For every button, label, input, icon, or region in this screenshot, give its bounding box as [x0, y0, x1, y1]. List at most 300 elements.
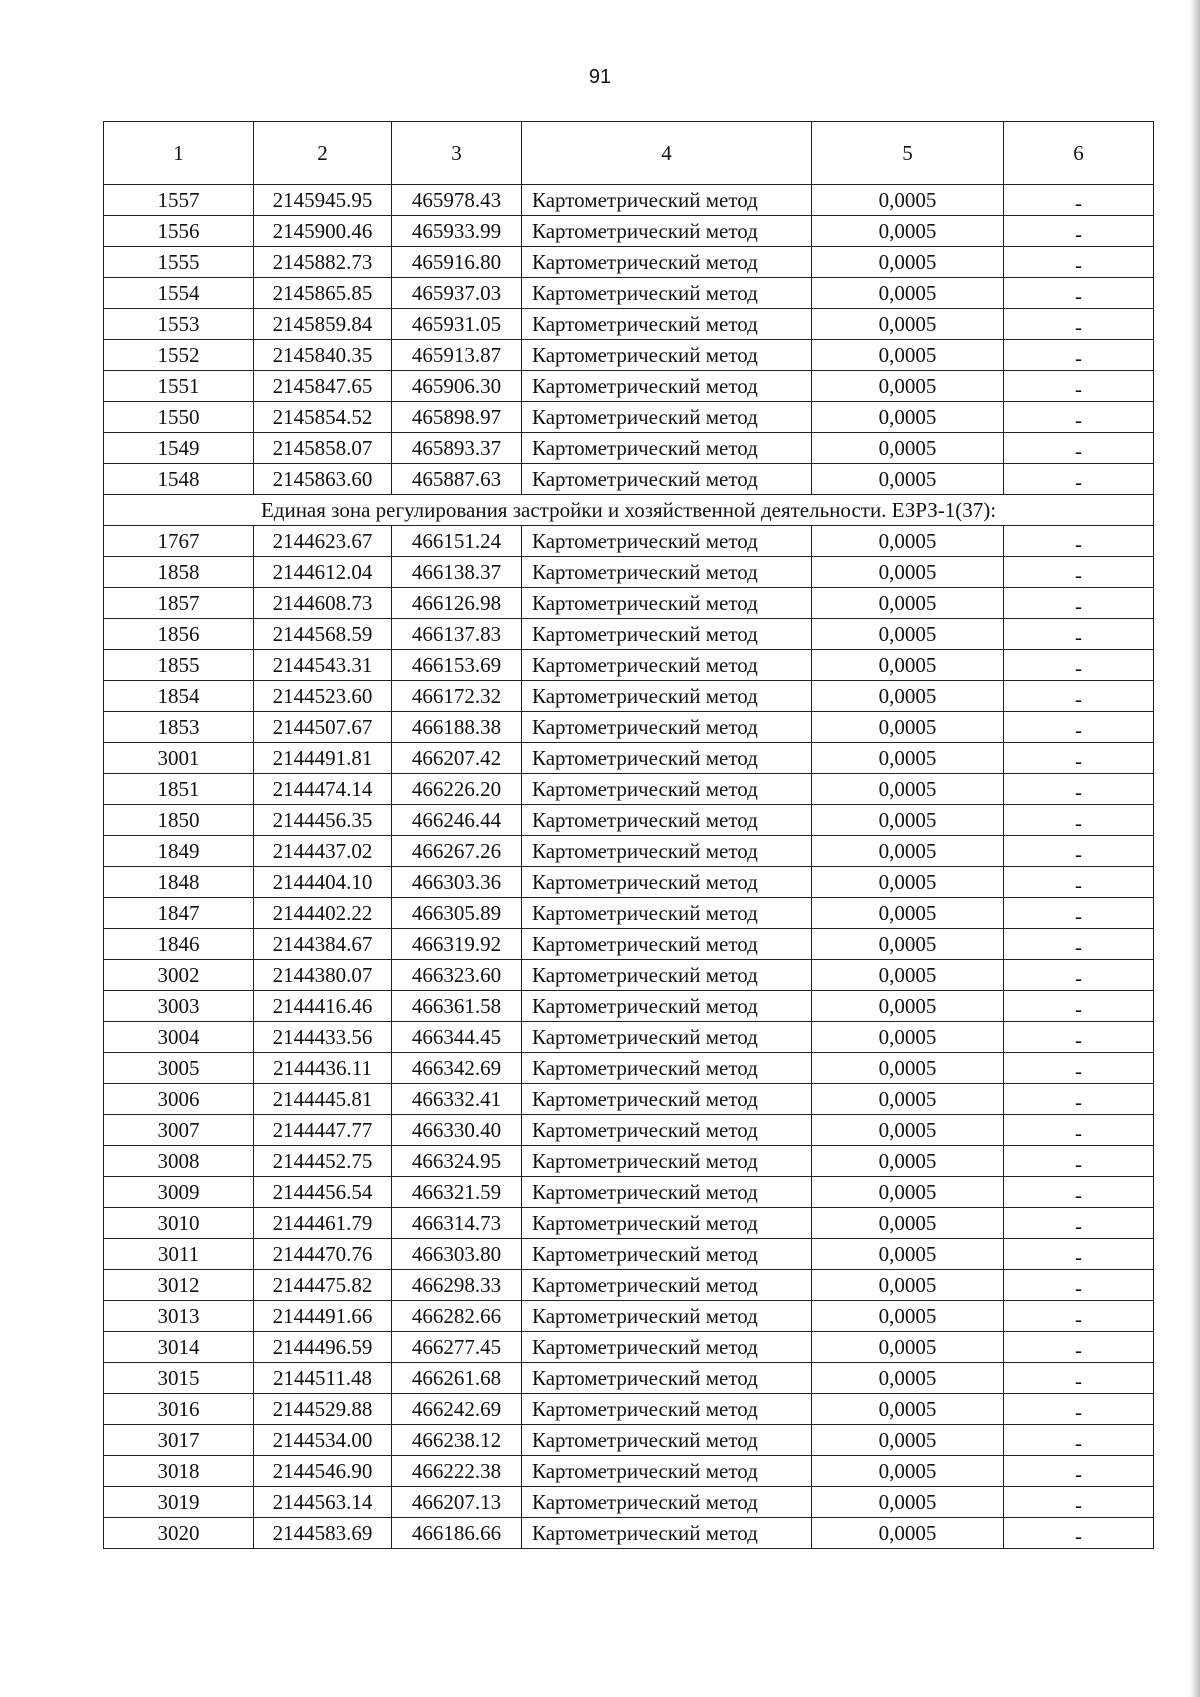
method-cell: Картометрический метод	[522, 1363, 812, 1394]
y-coordinate-cell: 466321.59	[392, 1177, 522, 1208]
accuracy-cell: 0,0005	[812, 433, 1004, 464]
column-header: 2	[254, 122, 392, 185]
x-coordinate-cell: 2145865.85	[254, 278, 392, 309]
y-coordinate-cell: 466261.68	[392, 1363, 522, 1394]
point-number-cell: 1550	[104, 402, 254, 433]
point-number-cell: 1551	[104, 371, 254, 402]
accuracy-cell: 0,0005	[812, 526, 1004, 557]
point-number-cell: 1557	[104, 185, 254, 216]
accuracy-cell: 0,0005	[812, 619, 1004, 650]
note-cell: -	[1004, 681, 1154, 712]
point-number-cell: 1849	[104, 836, 254, 867]
table-row	[104, 1456, 1154, 1487]
accuracy-cell: 0,0005	[812, 371, 1004, 402]
note-cell: -	[1004, 619, 1154, 650]
table-row	[104, 557, 1154, 588]
table-row	[104, 1208, 1154, 1239]
table-row	[104, 1239, 1154, 1270]
note-cell: -	[1004, 557, 1154, 588]
table-row	[104, 1022, 1154, 1053]
point-number-cell: 3003	[104, 991, 254, 1022]
y-coordinate-cell: 466246.44	[392, 805, 522, 836]
accuracy-cell: 0,0005	[812, 1332, 1004, 1363]
point-number-cell: 1767	[104, 526, 254, 557]
column-header: 1	[104, 122, 254, 185]
note-cell: -	[1004, 867, 1154, 898]
method-cell: Картометрический метод	[522, 1425, 812, 1456]
y-coordinate-cell: 465916.80	[392, 247, 522, 278]
note-cell: -	[1004, 278, 1154, 309]
accuracy-cell: 0,0005	[812, 1177, 1004, 1208]
accuracy-cell: 0,0005	[812, 774, 1004, 805]
point-number-cell: 3015	[104, 1363, 254, 1394]
point-number-cell: 1858	[104, 557, 254, 588]
table-row	[104, 340, 1154, 371]
method-cell: Картометрический метод	[522, 1239, 812, 1270]
point-number-cell: 3019	[104, 1487, 254, 1518]
accuracy-cell: 0,0005	[812, 402, 1004, 433]
point-number-cell: 1855	[104, 650, 254, 681]
y-coordinate-cell: 466342.69	[392, 1053, 522, 1084]
y-coordinate-cell: 466238.12	[392, 1425, 522, 1456]
y-coordinate-cell: 466314.73	[392, 1208, 522, 1239]
x-coordinate-cell: 2144404.10	[254, 867, 392, 898]
x-coordinate-cell: 2144491.81	[254, 743, 392, 774]
method-cell: Картометрический метод	[522, 1301, 812, 1332]
x-coordinate-cell: 2145859.84	[254, 309, 392, 340]
table-row	[104, 1146, 1154, 1177]
note-cell: -	[1004, 433, 1154, 464]
accuracy-cell: 0,0005	[812, 1456, 1004, 1487]
table-row	[104, 1425, 1154, 1456]
point-number-cell: 1846	[104, 929, 254, 960]
method-cell: Картометрический метод	[522, 898, 812, 929]
point-number-cell: 1853	[104, 712, 254, 743]
note-cell: -	[1004, 1394, 1154, 1425]
x-coordinate-cell: 2144523.60	[254, 681, 392, 712]
note-cell: -	[1004, 1456, 1154, 1487]
accuracy-cell: 0,0005	[812, 1425, 1004, 1456]
point-number-cell: 1554	[104, 278, 254, 309]
note-cell: -	[1004, 929, 1154, 960]
table-row	[104, 1115, 1154, 1146]
x-coordinate-cell: 2144447.77	[254, 1115, 392, 1146]
method-cell: Картометрический метод	[522, 836, 812, 867]
method-cell: Картометрический метод	[522, 309, 812, 340]
accuracy-cell: 0,0005	[812, 650, 1004, 681]
table-row	[104, 526, 1154, 557]
note-cell: -	[1004, 1053, 1154, 1084]
accuracy-cell: 0,0005	[812, 1115, 1004, 1146]
point-number-cell: 3020	[104, 1518, 254, 1549]
accuracy-cell: 0,0005	[812, 991, 1004, 1022]
point-number-cell: 1857	[104, 588, 254, 619]
y-coordinate-cell: 466332.41	[392, 1084, 522, 1115]
x-coordinate-cell: 2145847.65	[254, 371, 392, 402]
point-number-cell: 3007	[104, 1115, 254, 1146]
point-number-cell: 3011	[104, 1239, 254, 1270]
column-header: 5	[812, 122, 1004, 185]
accuracy-cell: 0,0005	[812, 185, 1004, 216]
point-number-cell: 3009	[104, 1177, 254, 1208]
table-row	[104, 278, 1154, 309]
x-coordinate-cell: 2144529.88	[254, 1394, 392, 1425]
x-coordinate-cell: 2144416.46	[254, 991, 392, 1022]
note-cell: -	[1004, 1301, 1154, 1332]
note-cell: -	[1004, 185, 1154, 216]
note-cell: -	[1004, 960, 1154, 991]
x-coordinate-cell: 2144612.04	[254, 557, 392, 588]
accuracy-cell: 0,0005	[812, 464, 1004, 495]
x-coordinate-cell: 2144563.14	[254, 1487, 392, 1518]
y-coordinate-cell: 466188.38	[392, 712, 522, 743]
method-cell: Картометрический метод	[522, 1332, 812, 1363]
y-coordinate-cell: 466267.26	[392, 836, 522, 867]
accuracy-cell: 0,0005	[812, 1146, 1004, 1177]
note-cell: -	[1004, 1177, 1154, 1208]
x-coordinate-cell: 2144583.69	[254, 1518, 392, 1549]
x-coordinate-cell: 2144568.59	[254, 619, 392, 650]
note-cell: -	[1004, 836, 1154, 867]
y-coordinate-cell: 466305.89	[392, 898, 522, 929]
note-cell: -	[1004, 247, 1154, 278]
point-number-cell: 3014	[104, 1332, 254, 1363]
accuracy-cell: 0,0005	[812, 1301, 1004, 1332]
accuracy-cell: 0,0005	[812, 1084, 1004, 1115]
note-cell: -	[1004, 805, 1154, 836]
method-cell: Картометрический метод	[522, 619, 812, 650]
table-row	[104, 185, 1154, 216]
accuracy-cell: 0,0005	[812, 867, 1004, 898]
method-cell: Картометрический метод	[522, 464, 812, 495]
table-row	[104, 1177, 1154, 1208]
point-number-cell: 3002	[104, 960, 254, 991]
y-coordinate-cell: 466137.83	[392, 619, 522, 650]
note-cell: -	[1004, 1022, 1154, 1053]
table-row	[104, 1053, 1154, 1084]
y-coordinate-cell: 466361.58	[392, 991, 522, 1022]
y-coordinate-cell: 466186.66	[392, 1518, 522, 1549]
accuracy-cell: 0,0005	[812, 1022, 1004, 1053]
method-cell: Картометрический метод	[522, 402, 812, 433]
point-number-cell: 3016	[104, 1394, 254, 1425]
table-row	[104, 1084, 1154, 1115]
method-cell: Картометрический метод	[522, 774, 812, 805]
section-title: Единая зона регулирования застройки и хозяйственной деятельности. ЕЗРЗ-1(37):	[104, 495, 1154, 526]
column-header: 3	[392, 122, 522, 185]
method-cell: Картометрический метод	[522, 185, 812, 216]
column-header: 4	[522, 122, 812, 185]
y-coordinate-cell: 466344.45	[392, 1022, 522, 1053]
x-coordinate-cell: 2144456.35	[254, 805, 392, 836]
y-coordinate-cell: 465893.37	[392, 433, 522, 464]
point-number-cell: 1555	[104, 247, 254, 278]
note-cell: -	[1004, 774, 1154, 805]
y-coordinate-cell: 466323.60	[392, 960, 522, 991]
accuracy-cell: 0,0005	[812, 712, 1004, 743]
table-row	[104, 402, 1154, 433]
method-cell: Картометрический метод	[522, 588, 812, 619]
x-coordinate-cell: 2145858.07	[254, 433, 392, 464]
note-cell: -	[1004, 743, 1154, 774]
method-cell: Картометрический метод	[522, 743, 812, 774]
point-number-cell: 3005	[104, 1053, 254, 1084]
y-coordinate-cell: 466330.40	[392, 1115, 522, 1146]
note-cell: -	[1004, 340, 1154, 371]
note-cell: -	[1004, 1332, 1154, 1363]
method-cell: Картометрический метод	[522, 1022, 812, 1053]
table-row	[104, 1518, 1154, 1549]
table-row	[104, 774, 1154, 805]
accuracy-cell: 0,0005	[812, 1208, 1004, 1239]
y-coordinate-cell: 466242.69	[392, 1394, 522, 1425]
accuracy-cell: 0,0005	[812, 1270, 1004, 1301]
table-body	[104, 122, 1154, 1549]
accuracy-cell: 0,0005	[812, 1363, 1004, 1394]
column-header: 6	[1004, 122, 1154, 185]
method-cell: Картометрический метод	[522, 371, 812, 402]
table-row	[104, 1332, 1154, 1363]
accuracy-cell: 0,0005	[812, 681, 1004, 712]
accuracy-cell: 0,0005	[812, 929, 1004, 960]
x-coordinate-cell: 2144475.82	[254, 1270, 392, 1301]
y-coordinate-cell: 465887.63	[392, 464, 522, 495]
x-coordinate-cell: 2144436.11	[254, 1053, 392, 1084]
table-row	[104, 991, 1154, 1022]
accuracy-cell: 0,0005	[812, 340, 1004, 371]
accuracy-cell: 0,0005	[812, 216, 1004, 247]
point-number-cell: 1850	[104, 805, 254, 836]
table-row	[104, 1394, 1154, 1425]
x-coordinate-cell: 2144623.67	[254, 526, 392, 557]
point-number-cell: 1851	[104, 774, 254, 805]
method-cell: Картометрический метод	[522, 1084, 812, 1115]
note-cell: -	[1004, 464, 1154, 495]
method-cell: Картометрический метод	[522, 1053, 812, 1084]
x-coordinate-cell: 2144456.54	[254, 1177, 392, 1208]
table-row	[104, 619, 1154, 650]
header-row	[104, 122, 1154, 185]
accuracy-cell: 0,0005	[812, 743, 1004, 774]
x-coordinate-cell: 2144433.56	[254, 1022, 392, 1053]
note-cell: -	[1004, 1115, 1154, 1146]
point-number-cell: 3017	[104, 1425, 254, 1456]
note-cell: -	[1004, 309, 1154, 340]
y-coordinate-cell: 465906.30	[392, 371, 522, 402]
method-cell: Картометрический метод	[522, 650, 812, 681]
accuracy-cell: 0,0005	[812, 898, 1004, 929]
x-coordinate-cell: 2144380.07	[254, 960, 392, 991]
note-cell: -	[1004, 650, 1154, 681]
note-cell: -	[1004, 712, 1154, 743]
accuracy-cell: 0,0005	[812, 247, 1004, 278]
y-coordinate-cell: 465931.05	[392, 309, 522, 340]
x-coordinate-cell: 2145900.46	[254, 216, 392, 247]
coordinates-table	[103, 121, 1154, 1549]
x-coordinate-cell: 2144384.67	[254, 929, 392, 960]
y-coordinate-cell: 466207.42	[392, 743, 522, 774]
accuracy-cell: 0,0005	[812, 588, 1004, 619]
point-number-cell: 1847	[104, 898, 254, 929]
note-cell: -	[1004, 1270, 1154, 1301]
x-coordinate-cell: 2145882.73	[254, 247, 392, 278]
point-number-cell: 1548	[104, 464, 254, 495]
y-coordinate-cell: 466222.38	[392, 1456, 522, 1487]
x-coordinate-cell: 2144445.81	[254, 1084, 392, 1115]
table-row	[104, 743, 1154, 774]
note-cell: -	[1004, 371, 1154, 402]
method-cell: Картометрический метод	[522, 1456, 812, 1487]
table-row	[104, 247, 1154, 278]
y-coordinate-cell: 466303.80	[392, 1239, 522, 1270]
method-cell: Картометрический метод	[522, 867, 812, 898]
note-cell: -	[1004, 1363, 1154, 1394]
method-cell: Картометрический метод	[522, 526, 812, 557]
point-number-cell: 1553	[104, 309, 254, 340]
method-cell: Картометрический метод	[522, 278, 812, 309]
table-row	[104, 712, 1154, 743]
point-number-cell: 1552	[104, 340, 254, 371]
note-cell: -	[1004, 1239, 1154, 1270]
method-cell: Картометрический метод	[522, 1270, 812, 1301]
point-number-cell: 3004	[104, 1022, 254, 1053]
x-coordinate-cell: 2144474.14	[254, 774, 392, 805]
point-number-cell: 3013	[104, 1301, 254, 1332]
method-cell: Картометрический метод	[522, 681, 812, 712]
method-cell: Картометрический метод	[522, 712, 812, 743]
table-row	[104, 836, 1154, 867]
method-cell: Картометрический метод	[522, 216, 812, 247]
method-cell: Картометрический метод	[522, 805, 812, 836]
method-cell: Картометрический метод	[522, 1146, 812, 1177]
table-row	[104, 1270, 1154, 1301]
accuracy-cell: 0,0005	[812, 1239, 1004, 1270]
y-coordinate-cell: 466226.20	[392, 774, 522, 805]
table-row	[104, 898, 1154, 929]
note-cell: -	[1004, 1084, 1154, 1115]
table-row	[104, 1301, 1154, 1332]
table-row	[104, 805, 1154, 836]
y-coordinate-cell: 466319.92	[392, 929, 522, 960]
accuracy-cell: 0,0005	[812, 960, 1004, 991]
method-cell: Картометрический метод	[522, 557, 812, 588]
accuracy-cell: 0,0005	[812, 1518, 1004, 1549]
x-coordinate-cell: 2144543.31	[254, 650, 392, 681]
y-coordinate-cell: 466207.13	[392, 1487, 522, 1518]
accuracy-cell: 0,0005	[812, 557, 1004, 588]
y-coordinate-cell: 465937.03	[392, 278, 522, 309]
method-cell: Картометрический метод	[522, 340, 812, 371]
y-coordinate-cell: 466126.98	[392, 588, 522, 619]
method-cell: Картометрический метод	[522, 960, 812, 991]
table-row	[104, 216, 1154, 247]
x-coordinate-cell: 2144461.79	[254, 1208, 392, 1239]
note-cell: -	[1004, 1146, 1154, 1177]
point-number-cell: 3018	[104, 1456, 254, 1487]
x-coordinate-cell: 2144608.73	[254, 588, 392, 619]
point-number-cell: 3006	[104, 1084, 254, 1115]
y-coordinate-cell: 466172.32	[392, 681, 522, 712]
y-coordinate-cell: 466138.37	[392, 557, 522, 588]
x-coordinate-cell: 2144534.00	[254, 1425, 392, 1456]
method-cell: Картометрический метод	[522, 1115, 812, 1146]
accuracy-cell: 0,0005	[812, 1487, 1004, 1518]
point-number-cell: 1556	[104, 216, 254, 247]
x-coordinate-cell: 2145863.60	[254, 464, 392, 495]
accuracy-cell: 0,0005	[812, 836, 1004, 867]
point-number-cell: 3008	[104, 1146, 254, 1177]
x-coordinate-cell: 2144511.48	[254, 1363, 392, 1394]
point-number-cell: 1856	[104, 619, 254, 650]
y-coordinate-cell: 466303.36	[392, 867, 522, 898]
y-coordinate-cell: 465913.87	[392, 340, 522, 371]
note-cell: -	[1004, 991, 1154, 1022]
x-coordinate-cell: 2144491.66	[254, 1301, 392, 1332]
y-coordinate-cell: 466282.66	[392, 1301, 522, 1332]
y-coordinate-cell: 465933.99	[392, 216, 522, 247]
accuracy-cell: 0,0005	[812, 278, 1004, 309]
accuracy-cell: 0,0005	[812, 805, 1004, 836]
note-cell: -	[1004, 402, 1154, 433]
x-coordinate-cell: 2144402.22	[254, 898, 392, 929]
table-row	[104, 1487, 1154, 1518]
y-coordinate-cell: 466324.95	[392, 1146, 522, 1177]
scan-edge-shadow	[1190, 0, 1200, 1697]
method-cell: Картометрический метод	[522, 1518, 812, 1549]
table-row	[104, 681, 1154, 712]
note-cell: -	[1004, 588, 1154, 619]
x-coordinate-cell: 2144496.59	[254, 1332, 392, 1363]
point-number-cell: 3012	[104, 1270, 254, 1301]
x-coordinate-cell: 2145945.95	[254, 185, 392, 216]
method-cell: Картометрический метод	[522, 1487, 812, 1518]
method-cell: Картометрический метод	[522, 1394, 812, 1425]
x-coordinate-cell: 2144452.75	[254, 1146, 392, 1177]
table-row	[104, 960, 1154, 991]
point-number-cell: 3001	[104, 743, 254, 774]
table-row	[104, 867, 1154, 898]
table-row	[104, 464, 1154, 495]
note-cell: -	[1004, 1518, 1154, 1549]
y-coordinate-cell: 465978.43	[392, 185, 522, 216]
table-row	[104, 309, 1154, 340]
y-coordinate-cell: 465898.97	[392, 402, 522, 433]
point-number-cell: 3010	[104, 1208, 254, 1239]
point-number-cell: 1848	[104, 867, 254, 898]
method-cell: Картометрический метод	[522, 1177, 812, 1208]
x-coordinate-cell: 2144507.67	[254, 712, 392, 743]
note-cell: -	[1004, 898, 1154, 929]
y-coordinate-cell: 466153.69	[392, 650, 522, 681]
method-cell: Картометрический метод	[522, 247, 812, 278]
point-number-cell: 1854	[104, 681, 254, 712]
section-row	[104, 495, 1154, 526]
note-cell: -	[1004, 216, 1154, 247]
accuracy-cell: 0,0005	[812, 309, 1004, 340]
method-cell: Картометрический метод	[522, 929, 812, 960]
accuracy-cell: 0,0005	[812, 1053, 1004, 1084]
point-number-cell: 1549	[104, 433, 254, 464]
table-row	[104, 588, 1154, 619]
y-coordinate-cell: 466151.24	[392, 526, 522, 557]
x-coordinate-cell: 2144546.90	[254, 1456, 392, 1487]
note-cell: -	[1004, 526, 1154, 557]
method-cell: Картометрический метод	[522, 433, 812, 464]
method-cell: Картометрический метод	[522, 991, 812, 1022]
note-cell: -	[1004, 1425, 1154, 1456]
table-row	[104, 371, 1154, 402]
table-row	[104, 650, 1154, 681]
